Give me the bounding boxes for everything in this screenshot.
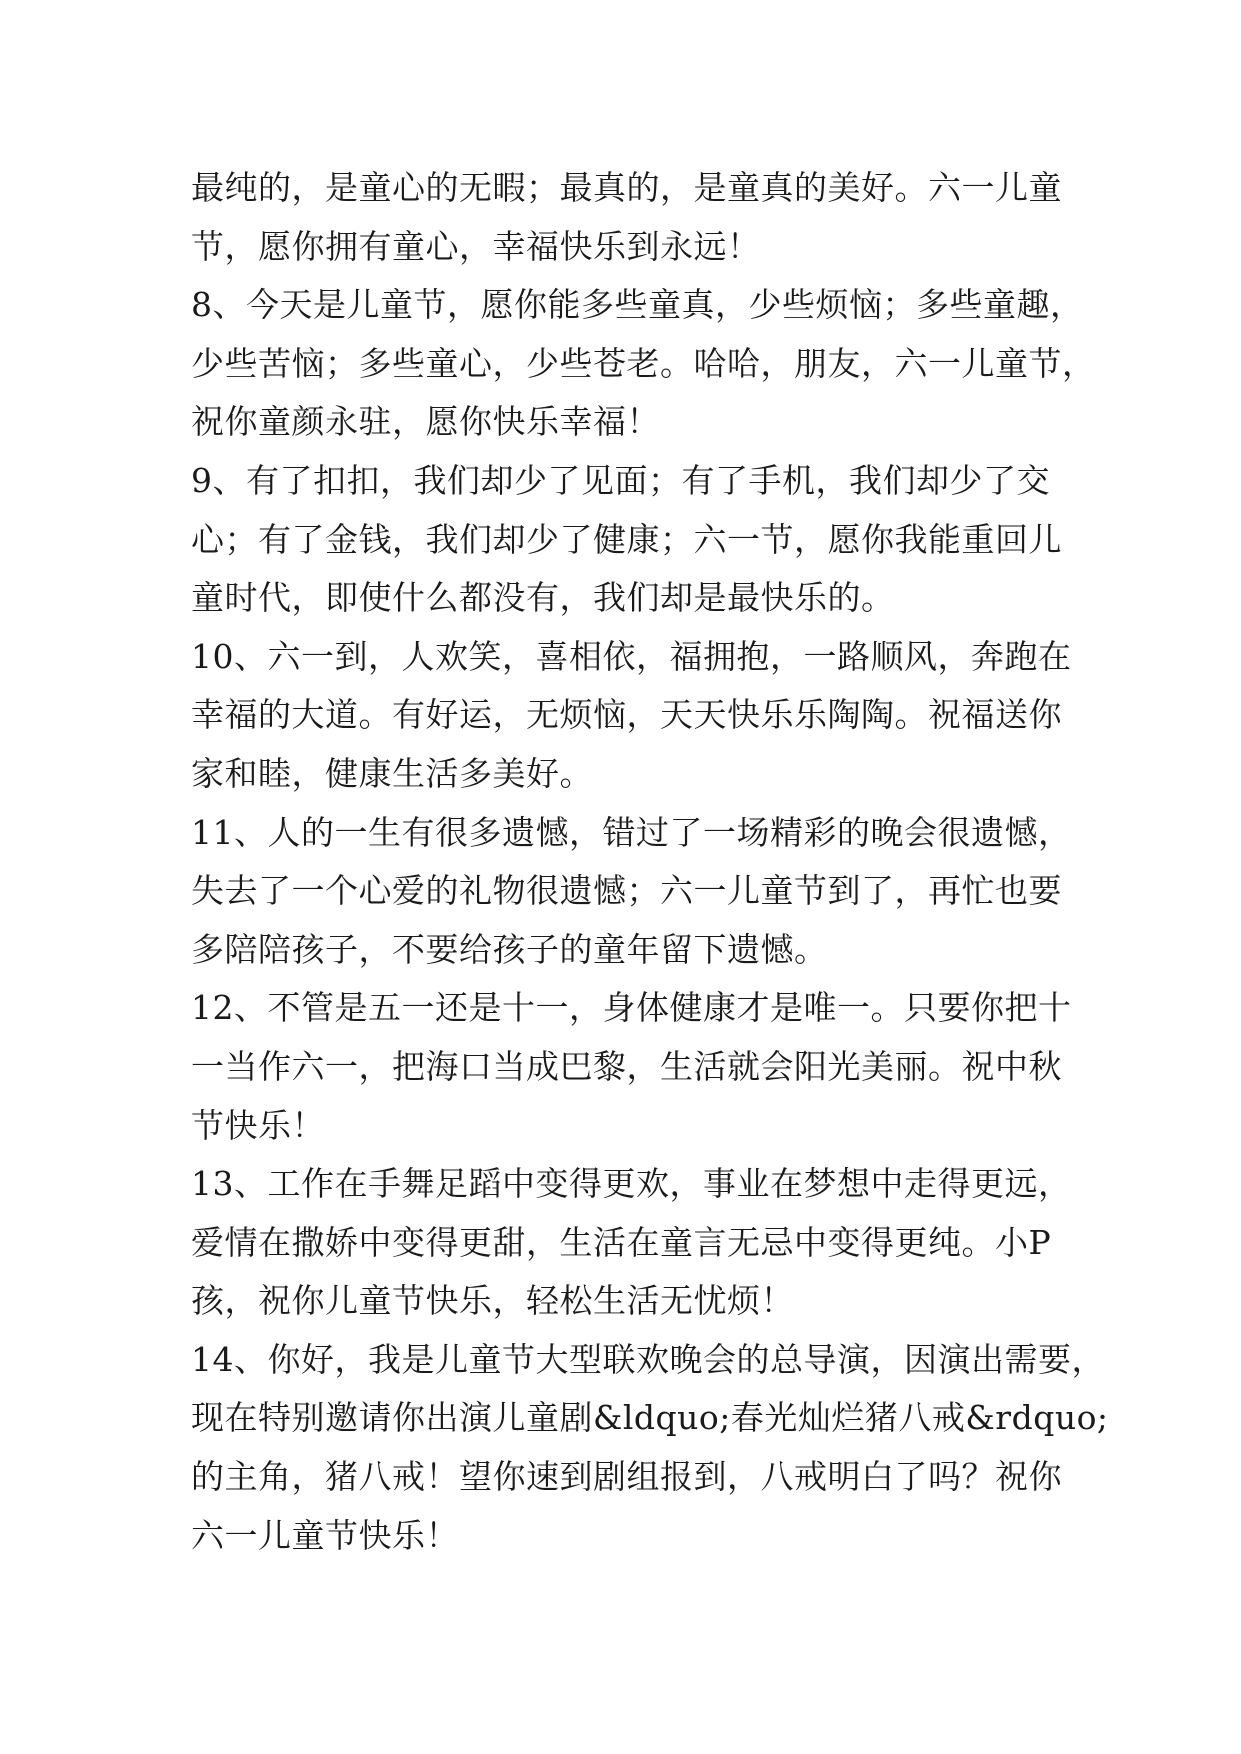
text-line: 9、有了扣扣，我们却少了见面；有了手机，我们却少了交 bbox=[191, 460, 1050, 500]
text-line: 现在特别邀请你出演儿童剧&ldquo;春光灿烂猪八戒&rdquo; bbox=[191, 1398, 1109, 1438]
text-line: 童时代，即使什么都没有，我们却是最快乐的。 bbox=[191, 578, 895, 618]
text-line: 心；有了金钱，我们却少了健康；六一节，愿你我能重回儿 bbox=[191, 519, 1062, 559]
text-line: 多陪陪孩子，不要给孩子的童年留下遗憾。 bbox=[191, 929, 828, 969]
text-line: 14、你好，我是儿童节大型联欢晚会的总导演，因演出需要， bbox=[191, 1339, 1105, 1379]
text-line: 一当作六一，把海口当成巴黎，生活就会阳光美丽。祝中秋 bbox=[191, 1046, 1062, 1086]
text-line: 家和睦，健康生活多美好。 bbox=[191, 753, 593, 793]
text-line: 节快乐！ bbox=[191, 1105, 325, 1145]
text-line: 爱情在撒娇中变得更甜，生活在童言无忌中变得更纯。小P bbox=[191, 1222, 1052, 1262]
text-line: 12、不管是五一还是十一，身体健康才是唯一。只要你把十 bbox=[191, 988, 1072, 1028]
text-line: 六一儿童节快乐！ bbox=[191, 1515, 459, 1555]
text-line: 节，愿你拥有童心，幸福快乐到永远！ bbox=[191, 226, 761, 266]
text-line: 10、六一到，人欢笑，喜相依，福拥抱，一路顺风，奔跑在 bbox=[191, 636, 1072, 676]
text-line: 13、工作在手舞足蹈中变得更欢，事业在梦想中走得更远， bbox=[191, 1164, 1072, 1204]
text-line: 幸福的大道。有好运，无烦恼，天天快乐乐陶陶。祝福送你 bbox=[191, 695, 1062, 735]
text-line: 的主角，猪八戒！望你速到剧组报到，八戒明白了吗？祝你 bbox=[191, 1457, 1062, 1497]
text-line: 祝你童颜永驻，愿你快乐幸福！ bbox=[191, 402, 660, 442]
text-line: 孩，祝你儿童节快乐，轻松生活无忧烦！ bbox=[191, 1281, 794, 1321]
text-line: 11、人的一生有很多遗憾，错过了一场精彩的晚会很遗憾， bbox=[191, 812, 1072, 852]
text-line: 少些苦恼；多些童心，少些苍老。哈哈，朋友，六一儿童节， bbox=[191, 343, 1096, 383]
document-body bbox=[191, 159, 1109, 1565]
text-line: 最纯的，是童心的无暇；最真的，是童真的美好。六一儿童 bbox=[191, 168, 1062, 207]
text-line: 失去了一个心爱的礼物很遗憾；六一儿童节到了，再忙也要 bbox=[191, 871, 1062, 911]
text-line: 8、今天是儿童节，愿你能多些童真，少些烦恼；多些童趣， bbox=[191, 285, 1084, 325]
